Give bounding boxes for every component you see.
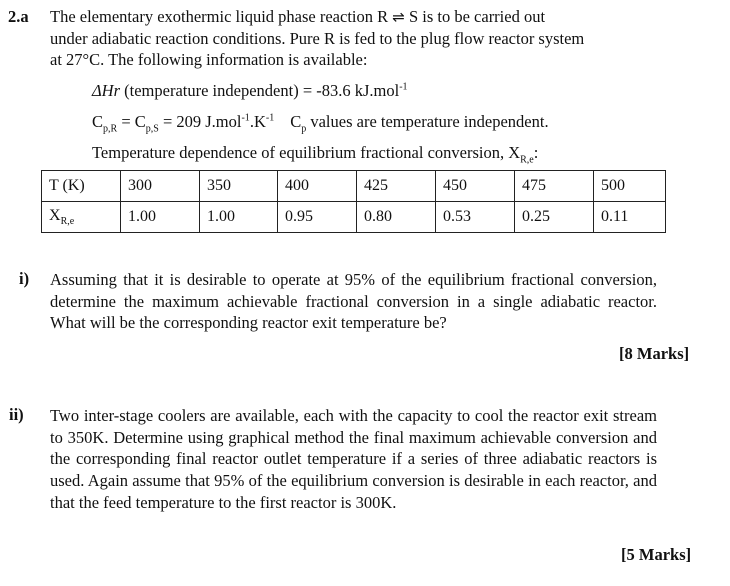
cp-sup-1: -1 (241, 112, 250, 124)
conversion-label-x: X (49, 206, 61, 224)
heat-capacity-line (92, 112, 549, 134)
cp-sub-s: p,S (145, 123, 159, 135)
cp-note-c: C (290, 112, 302, 131)
part-ii-label: ii) (9, 405, 24, 424)
intro-part-2: S is to be carried out (404, 7, 546, 26)
part-ii-text: Two inter-stage coolers are available, each with the capacity to cool the reactor exit stream to 350K. Determine using graphical method the final maximum achievable conversion and the corresponding final reactor outlet temperature if a series of three adiabatic reactors is used. Again assume that 95% of the equilibrium conversion is desirable in each reactor, and that the feed temperature to the first reactor is 300K. (50, 406, 657, 512)
temperature-label: T (K) (42, 171, 121, 202)
intro-part-1: The elementary exothermic liquid phase reaction R (50, 7, 393, 26)
cp-sup-2: -1 (265, 112, 275, 124)
part-i-marks: [8 Marks] (619, 344, 690, 363)
intro-line-3: at 27°C. The following information is available: (50, 50, 368, 69)
conversion-label (42, 202, 121, 233)
temperature-row (42, 171, 666, 202)
table-caption-text: Temperature dependence of equilibrium fractional conversion, X (92, 143, 521, 162)
cp-unit-k: .K (249, 112, 266, 131)
conversion-cell: 1.00 (200, 202, 278, 233)
table-caption-end: : (533, 143, 539, 162)
temperature-cell: 450 (436, 171, 515, 202)
question-number: 2.a (8, 7, 29, 26)
temperature-cell: 425 (357, 171, 436, 202)
temperature-cell: 350 (200, 171, 278, 202)
conversion-row (42, 202, 666, 233)
cp-value: = 209 J.mol (158, 112, 242, 131)
temperature-cell: 400 (278, 171, 357, 202)
cp-sub-r: p,R (103, 123, 118, 135)
conversion-label-sub: R,e (60, 216, 75, 228)
conversion-cell: 0.95 (278, 202, 357, 233)
conversion-cell: 0.53 (436, 202, 515, 233)
table-caption-sub: R,e (520, 154, 534, 166)
intro-line-2: under adiabatic reaction conditions. Pure R is fed to the plug flow reactor system (50, 29, 585, 48)
intro-line-1 (50, 7, 545, 27)
temperature-cell: 500 (594, 171, 666, 202)
cp-mid: = C (117, 112, 146, 131)
cp-note-sub: p (301, 123, 307, 135)
cp-note-text: values are temperature independent. (306, 112, 549, 131)
conversion-cell: 0.25 (515, 202, 594, 233)
temperature-cell: 475 (515, 171, 594, 202)
enthalpy-symbol: ΔHr (92, 81, 121, 100)
enthalpy-line (92, 81, 408, 101)
enthalpy-text: (temperature independent) = -83.6 kJ.mol (120, 81, 400, 100)
conversion-cell: 1.00 (121, 202, 200, 233)
enthalpy-sup: -1 (399, 81, 408, 93)
conversion-cell: 0.11 (594, 202, 666, 233)
equilibrium-table (41, 170, 666, 233)
table-caption (92, 143, 538, 165)
conversion-cell: 0.80 (357, 202, 436, 233)
part-i-text: Assuming that it is desirable to operate at 95% of the equilibrium fractional conversion, determine the maximum achievable fractional conversion in a single adiabatic reactor. What will be the corresponding reactor exit temperature be? (50, 270, 657, 332)
temperature-cell: 300 (121, 171, 200, 202)
reversible-arrow-icon: ⇌ (392, 8, 405, 26)
part-i-label: i) (19, 269, 30, 288)
cp-c: C (92, 112, 104, 131)
part-ii-marks: [5 Marks] (621, 545, 692, 564)
